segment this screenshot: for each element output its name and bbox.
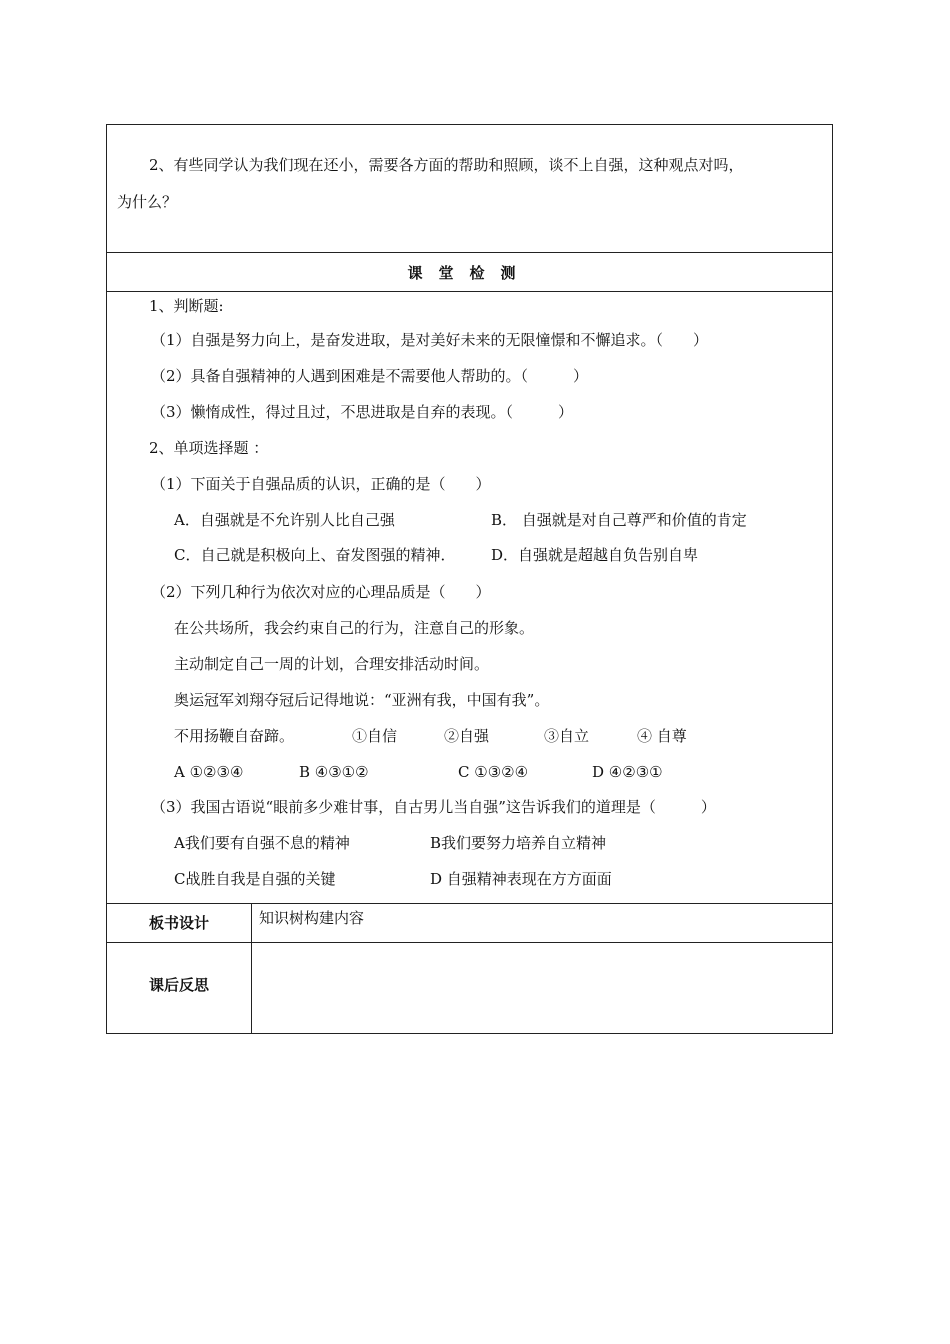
choice-q3-option-c: C战胜自我是自强的关键 [174, 870, 336, 888]
board-design-content: 知识树构建内容 [259, 909, 365, 927]
choice-q2-quality: ①自信 [352, 727, 398, 745]
column-divider [251, 903, 252, 1034]
choice-q1-option-b: B． 自强就是对自己尊严和价值的肯定 [491, 511, 747, 529]
divider [107, 291, 832, 292]
choice-q2-quality: ②自强 [444, 727, 490, 745]
choice-q2-behavior: 奥运冠军刘翔夺冠后记得地说：“亚洲有我，中国有我”。 [174, 691, 550, 709]
choice-q2-behavior: 主动制定自己一周的计划，合理安排活动时间。 [174, 655, 490, 673]
judge-heading: 1、判断题: [149, 297, 224, 315]
judge-item: （2）具备自强精神的人遇到困难是不需要他人帮助的。（ ） [151, 367, 589, 385]
judge-item: （1）自强是努力向上，是奋发进取，是对美好未来的无限憧憬和不懈追求。（ ） [151, 331, 709, 349]
choice-q1-stem: （1）下面关于自强品质的认识，正确的是（ ） [151, 475, 491, 493]
reflection-label: 课后反思 [148, 976, 209, 994]
choice-q2-behavior: 在公共场所，我会约束自己的行为，注意自己的形象。 [174, 619, 535, 637]
choice-q1-option-d: D．自强就是超越自负告别自卑 [491, 546, 699, 564]
lesson-table [106, 124, 833, 1034]
choice-q2-option-b: B ④③①② [299, 763, 369, 781]
choice-q2-quality: ③自立 [544, 727, 590, 745]
judge-item: （3）懒惰成性，得过且过，不思进取是自弃的表现。（ ） [151, 403, 574, 421]
choice-q1-option-c: C．自己就是积极向上、奋发图强的精神． [174, 546, 456, 564]
discussion-question-line2: 为什么？ [117, 193, 178, 211]
choice-heading: 2、单项选择题 ： [149, 439, 269, 457]
choice-q3-option-a: A我们要有自强不息的精神 [174, 834, 350, 852]
choice-q3-stem: （3）我国古语说“眼前多少难甘事，自古男儿当自强”这告诉我们的道理是（ ） [151, 798, 716, 816]
choice-q2-option-d: D ④②③① [592, 763, 663, 781]
choice-q3-option-b: B我们要努力培养自立精神 [430, 834, 607, 852]
choice-q3-option-d: D 自强精神表现在方方面面 [430, 870, 612, 888]
choice-q2-behavior: 不用扬鞭自奋蹄。 [174, 727, 295, 745]
choice-q2-stem: （2）下列几种行为依次对应的心理品质是（ ） [151, 583, 491, 601]
choice-q2-option-a: A ①②③④ [174, 763, 244, 781]
classroom-test-title: 课堂检测 [407, 263, 532, 282]
choice-q2-quality: ④ 自尊 [637, 727, 687, 745]
board-design-label: 板书设计 [148, 914, 209, 932]
choice-q1-option-a: A．自强就是不允许别人比自己强 [174, 511, 395, 529]
discussion-question-line1: 2、有些同学认为我们现在还小，需要各方面的帮助和照顾，谈不上自强，这种观点对吗， [149, 156, 744, 174]
choice-q2-option-c: C ①③②④ [458, 763, 529, 781]
